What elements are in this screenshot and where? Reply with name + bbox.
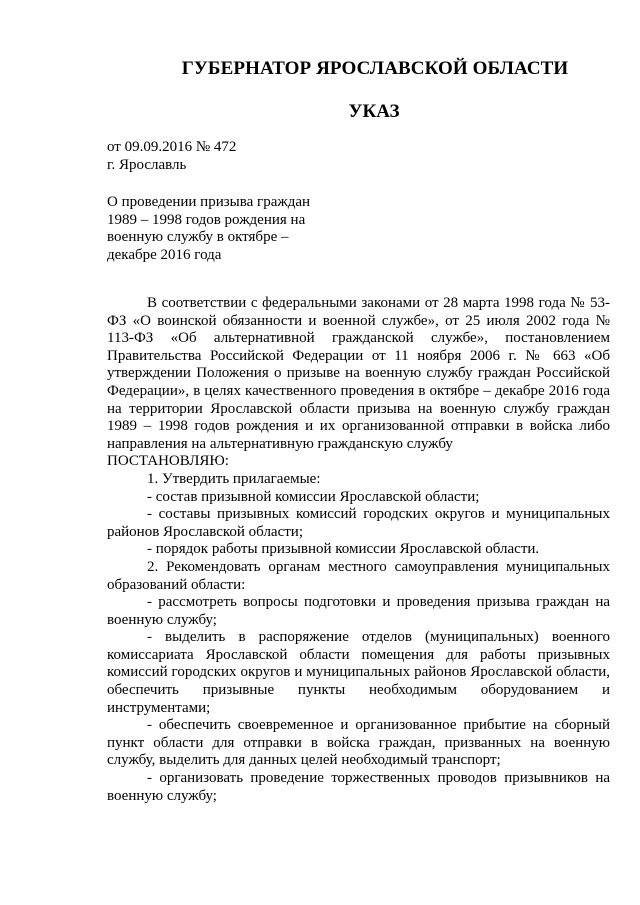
subject-line: декабре 2016 года [107, 246, 222, 263]
item-1: 1. Утвердить прилагаемые: [147, 470, 321, 487]
document-body [107, 295, 610, 805]
item-1-subitem: - составы призывных комиссий городских округов и муниципальных районов Ярославской области; [107, 506, 610, 540]
item-1-subitem: - состав призывной комиссии Ярославской области; [147, 488, 480, 505]
preamble-paragraph: В соответствии с федеральными законами от 28 марта 1998 года № 53-ФЗ «О воинской обязанности и военной службе», от 25 июля 2002 года № 113-ФЗ «Об альтернативной гражданской службе», постановлением Правительства Российской Федерации от 11 ноября 2006 г. № 663 «Об утверждении Положения о призыве на военную службу граждан Российской Федерации», в целях качественного проведения в октябре – декабре 2016 года на территории Ярославской области призыва на военную службу граждан 1989 – 1998 годов рождения и их организованной отправки в войска либо направления на альтернативную гражданскую службу [107, 295, 610, 452]
subject-line: О проведении призыва граждан [107, 194, 311, 210]
item-2-subitem: - обеспечить своевременное и организованное прибытие на сборный пункт области для отправки в войска граждан, призванных на военную службу, выделить для данных целей необходимый транспорт; [107, 717, 610, 769]
subject-line: военную службу в октябре – [107, 229, 289, 245]
document-type-heading: УКАЗ [348, 101, 400, 122]
document-subject [107, 194, 337, 264]
item-2-subitem: - организовать проведение торжественных проводов призывников на военную службу; [107, 770, 610, 804]
city: г. Ярославль [107, 157, 187, 173]
authority-heading: ГУБЕРНАТОР ЯРОСЛАВСКОЙ ОБЛАСТИ [181, 58, 569, 79]
item-2-subitem: - выделить в распоряжение отделов (муниципальных) военного комиссариата Ярославской области помещения для работы призывных комиссий городских округов и муниципальных районов Ярославской области, обеспечить призывные пункты необходимым оборудованием и инструментами; [107, 629, 610, 716]
decree-word: ПОСТАНОВЛЯЮ: [107, 453, 229, 470]
item-2-subitem: - рассмотреть вопросы подготовки и проведения призыва граждан на военную службу; [107, 594, 610, 628]
date-number: от 09.09.2016 № 472 [107, 139, 237, 155]
item-2: 2. Рекомендовать органам местного самоуправления муниципальных образований области: [107, 558, 610, 593]
document-meta [107, 138, 236, 174]
subject-line: 1989 – 1998 годов рождения на [107, 211, 306, 228]
item-1-subitem: - порядок работы призывной комиссии Ярославской области. [147, 541, 540, 558]
